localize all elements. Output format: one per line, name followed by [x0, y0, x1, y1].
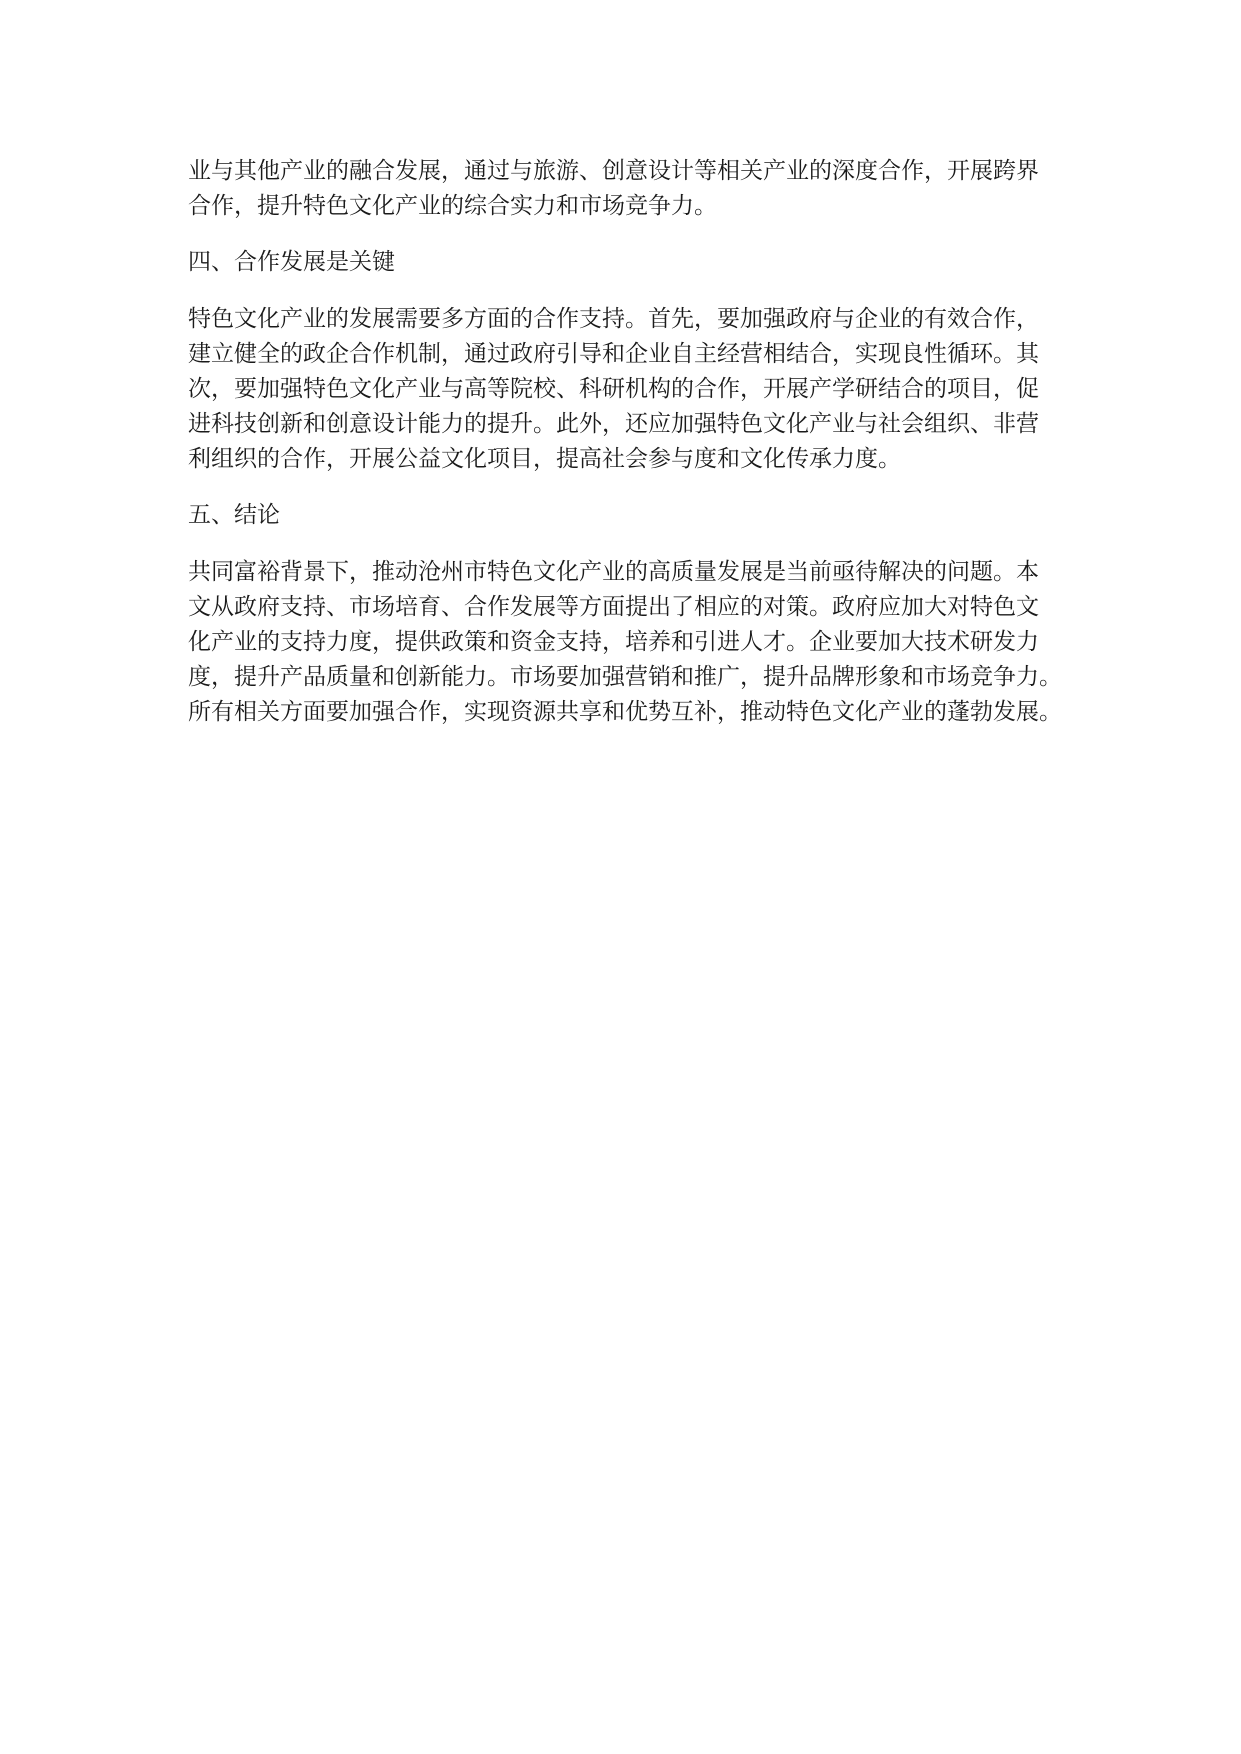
text-line: 进科技创新和创意设计能力的提升。此外，还应加强特色文化产业与社会组织、非营 [188, 411, 1039, 437]
text-line: 化产业的支持力度，提供政策和资金支持，培养和引进人才。企业要加大技术研发力 [188, 629, 1039, 655]
text-line: 所有相关方面要加强合作，实现资源共享和优势互补，推动特色文化产业的蓬勃发展。 [188, 699, 1062, 725]
text-line: 合作，提升特色文化产业的综合实力和市场竞争力。 [188, 193, 717, 219]
paragraph-cooperation [188, 302, 1068, 477]
text-line: 共同富裕背景下，推动沧州市特色文化产业的高质量发展是当前亟待解决的问题。本 [188, 559, 1039, 585]
paragraph-cross-industry [188, 154, 1068, 224]
section-heading-cooperation: 四、合作发展是关键 [188, 249, 395, 275]
section-heading-conclusion: 五、结论 [188, 502, 280, 528]
text-line: 业与其他产业的融合发展，通过与旅游、创意设计等相关产业的深度合作，开展跨界 [188, 158, 1039, 184]
document-body [188, 154, 1068, 730]
text-line: 文从政府支持、市场培育、合作发展等方面提出了相应的对策。政府应加大对特色文 [188, 594, 1039, 620]
text-line: 利组织的合作，开展公益文化项目，提高社会参与度和文化传承力度。 [188, 446, 901, 472]
text-line: 次，要加强特色文化产业与高等院校、科研机构的合作，开展产学研结合的项目，促 [188, 376, 1039, 402]
text-line: 特色文化产业的发展需要多方面的合作支持。首先，要加强政府与企业的有效合作， [188, 306, 1039, 332]
text-line: 建立健全的政企合作机制，通过政府引导和企业自主经营相结合，实现良性循环。其 [188, 341, 1039, 367]
text-line: 度，提升产品质量和创新能力。市场要加强营销和推广，提升品牌形象和市场竞争力。 [188, 664, 1062, 690]
paragraph-conclusion [188, 555, 1068, 730]
